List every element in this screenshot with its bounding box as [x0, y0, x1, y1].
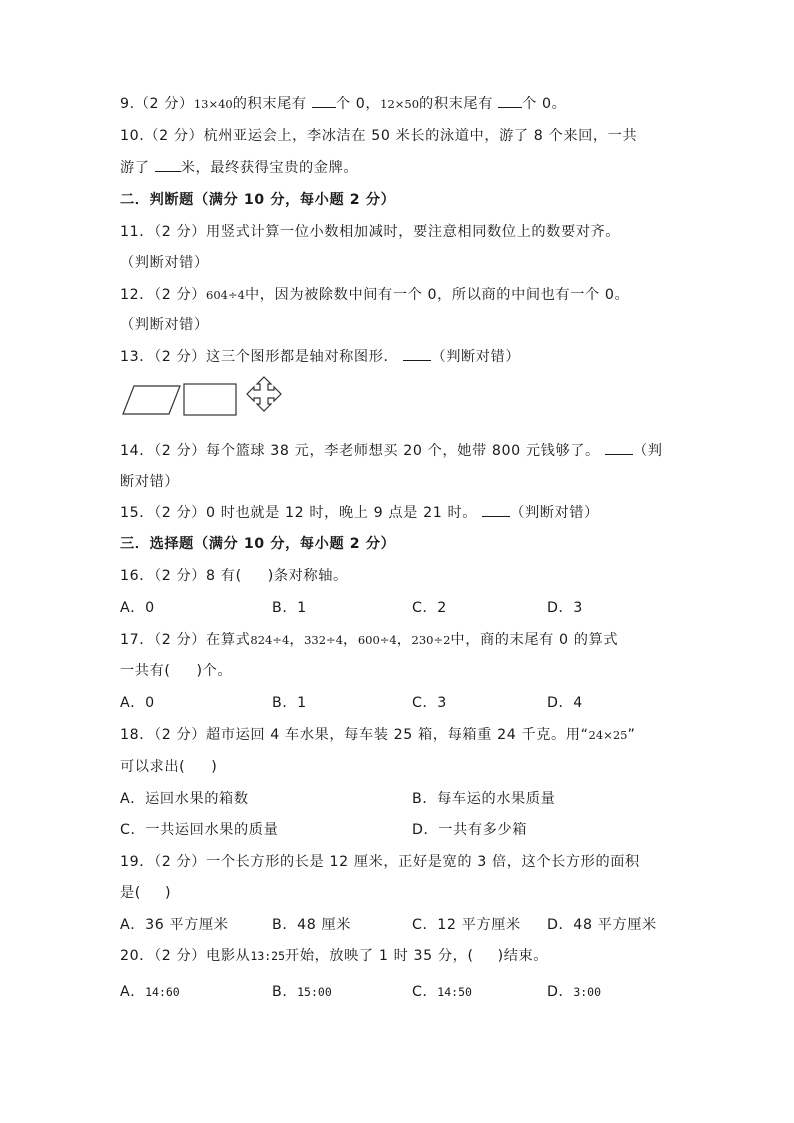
option-d[interactable]: D．3 — [547, 600, 583, 616]
question-text: 游了 — [120, 160, 150, 176]
option-b[interactable]: B．48 厘米 — [272, 917, 352, 933]
answer-blank[interactable] — [605, 442, 633, 455]
question-text: 中，商的末尾有 0 的算式 — [450, 632, 619, 648]
question-20 — [120, 947, 548, 965]
question-10-line2 — [120, 159, 358, 177]
question-19-line1: 19．（2 分）一个长方形的长是 12 厘米，正好是宽的 3 倍，这个长方形的面积 — [120, 854, 640, 870]
math-expression: 230÷2 — [411, 633, 451, 647]
question-text: （判 — [632, 443, 663, 459]
question-text: （判断对错） — [510, 505, 599, 521]
section-heading-judgement: 二．判断题（满分 10 分，每小题 2 分） — [120, 192, 396, 208]
answer-blank[interactable] — [498, 95, 522, 108]
question-16 — [120, 567, 348, 585]
option-d[interactable] — [547, 983, 601, 1001]
question-14-line2: 断对错） — [120, 474, 180, 490]
question-15 — [120, 504, 599, 522]
option-c[interactable]: C．3 — [412, 695, 447, 711]
question-17-line2 — [120, 662, 232, 680]
question-text: （判断对错） — [431, 349, 521, 365]
question-text: 个 0， — [335, 96, 381, 112]
option-b[interactable]: B．1 — [272, 600, 307, 616]
option-label: B． — [272, 984, 298, 1000]
math-expression: 332÷4 — [304, 633, 344, 647]
option-d[interactable]: D．一共有多少箱 — [412, 822, 528, 838]
option-value: 15:00 — [297, 985, 332, 999]
answer-blank[interactable] — [403, 348, 431, 361]
question-text: 的积末尾有 — [232, 96, 307, 112]
question-12-line2: （判断对错） — [120, 317, 209, 333]
answer-blank[interactable] — [155, 159, 181, 172]
math-expression: 13×40 — [193, 97, 233, 111]
math-expression: 824÷4 — [250, 633, 290, 647]
question-18-line2 — [120, 758, 217, 776]
option-a[interactable]: A．0 — [120, 695, 155, 711]
option-a[interactable]: A．0 — [120, 600, 155, 616]
question-19-line2 — [120, 884, 171, 902]
question-text: )条对称轴。 — [267, 568, 348, 584]
question-text: 米，最终获得宝贵的金牌。 — [180, 160, 359, 176]
option-d[interactable]: D．48 平方厘米 — [547, 917, 657, 933]
cross-arrow-shape — [247, 377, 281, 411]
question-text: )个。 — [196, 663, 233, 679]
math-expression: 24×25 — [588, 728, 628, 742]
question-text: 17．（2 分）在算式 — [120, 632, 251, 648]
question-text: 个 0。 — [522, 96, 567, 112]
question-14-line1 — [120, 442, 663, 460]
option-d[interactable]: D．4 — [547, 695, 583, 711]
question-text: 15．（2 分）0 时也就是 12 时，晚上 9 点是 21 时。 — [120, 505, 478, 521]
question-13 — [120, 348, 520, 366]
separator: ， — [396, 632, 412, 648]
option-b[interactable]: B．每车运的水果质量 — [412, 791, 556, 807]
question-text: 开始，放映了 1 时 35 分，( — [285, 948, 474, 964]
option-a[interactable]: A．36 平方厘米 — [120, 917, 229, 933]
option-value: 3:00 — [573, 985, 602, 999]
question-text: ) — [211, 759, 218, 775]
answer-blank[interactable] — [312, 95, 336, 108]
question-12-prefix: 12．（2 分） — [120, 287, 207, 303]
option-c[interactable]: C．一共运回水果的质量 — [120, 822, 279, 838]
math-expression: 600÷4 — [357, 633, 397, 647]
math-expression: 12×50 — [380, 97, 420, 111]
question-text: ) — [164, 885, 172, 901]
option-label: C． — [412, 984, 438, 1000]
separator: ， — [289, 632, 305, 648]
option-c[interactable]: C．2 — [412, 600, 447, 616]
option-b[interactable] — [272, 983, 332, 1001]
option-label: A． — [120, 984, 146, 1000]
question-text: 20．（2 分）电影从 — [120, 948, 251, 964]
question-9 — [120, 95, 566, 113]
option-c[interactable] — [412, 983, 472, 1001]
rectangle-shape — [184, 384, 236, 415]
question-text: ” — [627, 727, 636, 743]
question-9-prefix: 9.（2 分） — [120, 96, 194, 112]
question-text: 是( — [120, 885, 141, 901]
shapes-figure — [120, 376, 295, 426]
option-a[interactable]: A．运回水果的箱数 — [120, 791, 249, 807]
question-text: 一共有( — [120, 663, 171, 679]
question-text: 中，因为被除数中间有一个 0，所以商的中间也有一个 0。 — [244, 287, 630, 303]
option-b[interactable]: B．1 — [272, 695, 307, 711]
math-expression: 604÷4 — [206, 288, 245, 302]
option-label: D． — [547, 984, 574, 1000]
question-text: 16．（2 分）8 有( — [120, 568, 242, 584]
time-value: 13:25 — [250, 949, 286, 963]
question-11-line2: （判断对错） — [120, 255, 209, 271]
question-12-line1 — [120, 286, 629, 304]
question-11-line1: 11．（2 分）用竖式计算一位小数相加减时，要注意相同数位上的数要对齐。 — [120, 224, 621, 240]
question-text: 18．（2 分）超市运回 4 车水果，每车装 25 箱，每箱重 24 千克。用“ — [120, 727, 589, 743]
question-text: 13．（2 分）这三个图形都是轴对称图形． — [120, 349, 399, 365]
question-text: 14．（2 分）每个篮球 38 元，李老师想买 20 个，她带 800 元钱够了。 — [120, 443, 600, 459]
question-13-figures — [120, 376, 295, 426]
parallelogram-shape — [123, 386, 180, 414]
separator: ， — [343, 632, 358, 648]
option-value: 14:50 — [437, 985, 472, 999]
question-10-line1: 10.（2 分）杭州亚运会上，李冰洁在 50 米长的泳道中，游了 8 个来回，一共 — [120, 128, 638, 144]
option-c[interactable]: C．12 平方厘米 — [412, 917, 521, 933]
answer-blank[interactable] — [482, 504, 510, 517]
option-a[interactable] — [120, 983, 180, 1001]
question-text: 的积末尾有 — [419, 96, 493, 112]
question-18-line1 — [120, 726, 635, 744]
option-value: 14:60 — [145, 985, 180, 999]
question-text: )结束。 — [497, 948, 549, 964]
question-17-line1 — [120, 631, 618, 649]
section-heading-choice: 三．选择题（满分 10 分，每小题 2 分） — [120, 536, 396, 552]
question-text: 可以求出( — [120, 759, 186, 775]
